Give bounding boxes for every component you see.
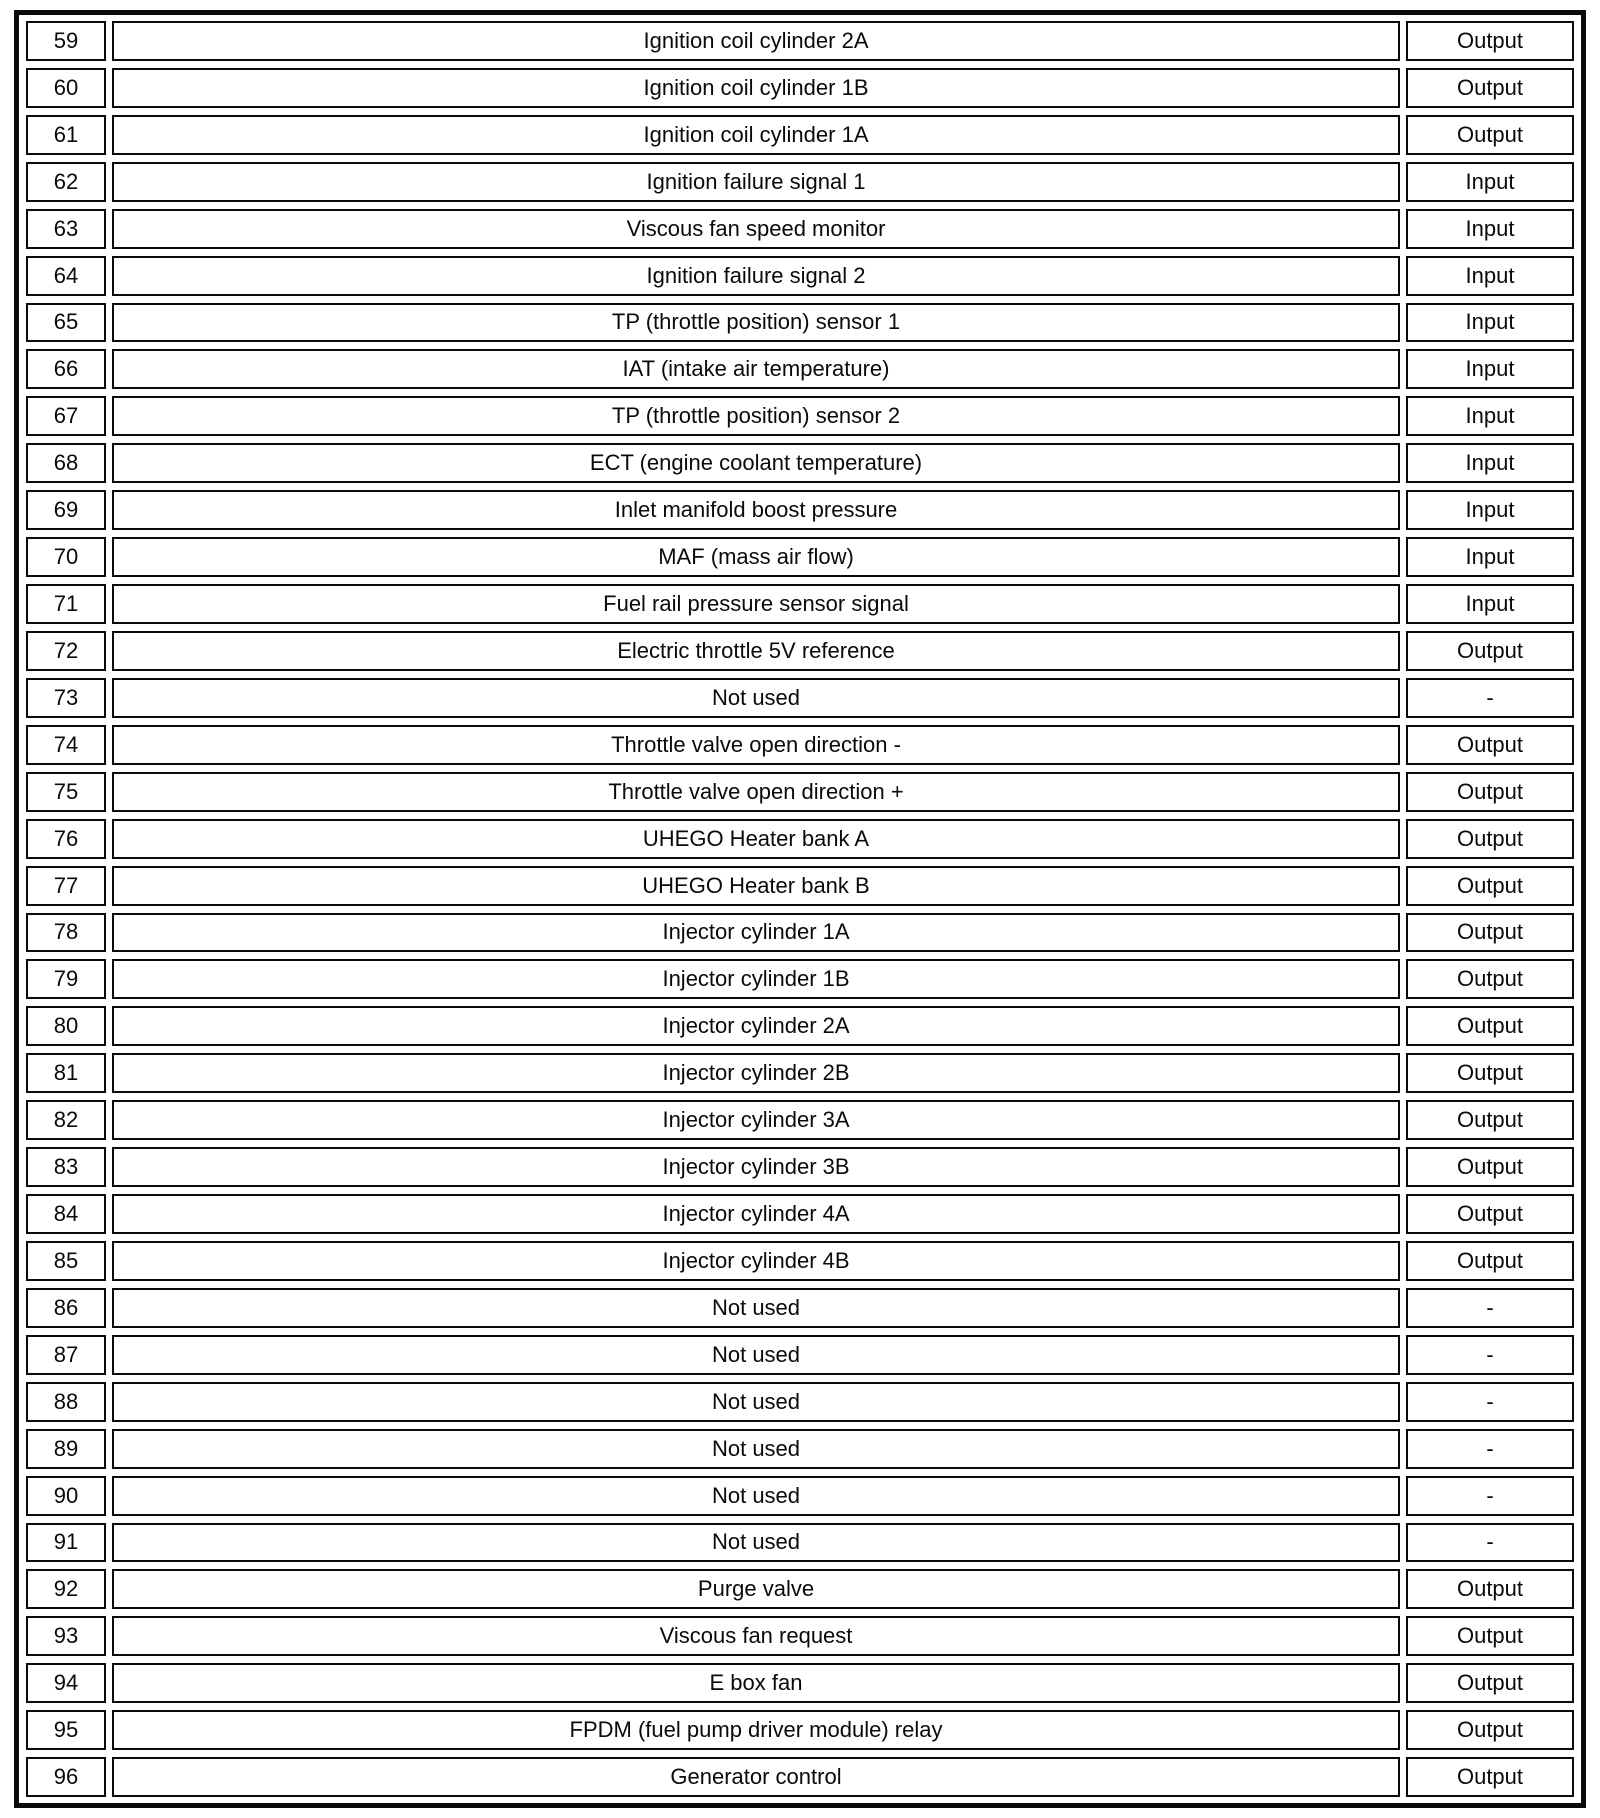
description-cell: UHEGO Heater bank A [112, 819, 1400, 859]
description-cell: Injector cylinder 3B [112, 1147, 1400, 1187]
table-row [26, 1616, 1574, 1656]
table-row [26, 21, 1574, 61]
description-cell: Not used [112, 678, 1400, 718]
table-row [26, 1194, 1574, 1234]
table-row [26, 115, 1574, 155]
table-row [26, 1335, 1574, 1375]
pin-number-cell: 80 [26, 1006, 106, 1046]
pin-number-cell: 64 [26, 256, 106, 296]
pin-number-cell: 81 [26, 1053, 106, 1093]
io-type-cell: Output [1406, 725, 1574, 765]
table-row [26, 443, 1574, 483]
description-cell: Injector cylinder 4A [112, 1194, 1400, 1234]
io-type-cell: Output [1406, 21, 1574, 61]
description-cell: Injector cylinder 1A [112, 913, 1400, 953]
description-cell: Ignition coil cylinder 1A [112, 115, 1400, 155]
table-row [26, 913, 1574, 953]
pin-number-cell: 65 [26, 303, 106, 343]
pin-number-cell: 62 [26, 162, 106, 202]
io-type-cell: Output [1406, 819, 1574, 859]
description-cell: TP (throttle position) sensor 1 [112, 303, 1400, 343]
table-row [26, 256, 1574, 296]
description-cell: Throttle valve open direction + [112, 772, 1400, 812]
description-cell: Electric throttle 5V reference [112, 631, 1400, 671]
pin-number-cell: 77 [26, 866, 106, 906]
description-cell: FPDM (fuel pump driver module) relay [112, 1710, 1400, 1750]
table-row [26, 959, 1574, 999]
description-cell: Injector cylinder 3A [112, 1100, 1400, 1140]
pin-number-cell: 89 [26, 1429, 106, 1469]
pin-number-cell: 61 [26, 115, 106, 155]
io-type-cell: Output [1406, 1616, 1574, 1656]
pin-number-cell: 63 [26, 209, 106, 249]
table-row [26, 349, 1574, 389]
io-type-cell: Output [1406, 1194, 1574, 1234]
description-cell: E box fan [112, 1663, 1400, 1703]
pin-number-cell: 95 [26, 1710, 106, 1750]
description-cell: Purge valve [112, 1569, 1400, 1609]
description-cell: Throttle valve open direction - [112, 725, 1400, 765]
pin-number-cell: 85 [26, 1241, 106, 1281]
io-type-cell: - [1406, 1335, 1574, 1375]
description-cell: Ignition failure signal 1 [112, 162, 1400, 202]
description-cell: Inlet manifold boost pressure [112, 490, 1400, 530]
pin-number-cell: 67 [26, 396, 106, 436]
table-row [26, 1757, 1574, 1797]
pin-number-cell: 86 [26, 1288, 106, 1328]
io-type-cell: Output [1406, 1569, 1574, 1609]
description-cell: Injector cylinder 2B [112, 1053, 1400, 1093]
pin-number-cell: 68 [26, 443, 106, 483]
pin-number-cell: 84 [26, 1194, 106, 1234]
pin-number-cell: 74 [26, 725, 106, 765]
io-type-cell: Input [1406, 162, 1574, 202]
table-row [26, 772, 1574, 812]
io-type-cell: Output [1406, 1053, 1574, 1093]
pin-number-cell: 59 [26, 21, 106, 61]
table-row [26, 1147, 1574, 1187]
table-row [26, 162, 1574, 202]
table-row [26, 209, 1574, 249]
table-row [26, 819, 1574, 859]
io-type-cell: Output [1406, 68, 1574, 108]
pin-assignment-table [14, 10, 1586, 1808]
table-row [26, 1663, 1574, 1703]
description-cell: Injector cylinder 4B [112, 1241, 1400, 1281]
description-cell: Injector cylinder 2A [112, 1006, 1400, 1046]
io-type-cell: - [1406, 1288, 1574, 1328]
pin-number-cell: 93 [26, 1616, 106, 1656]
pin-number-cell: 83 [26, 1147, 106, 1187]
io-type-cell: - [1406, 1429, 1574, 1469]
io-type-cell: Output [1406, 1757, 1574, 1797]
pin-number-cell: 91 [26, 1523, 106, 1563]
io-type-cell: Output [1406, 866, 1574, 906]
table-row [26, 1710, 1574, 1750]
table-row [26, 537, 1574, 577]
pin-number-cell: 82 [26, 1100, 106, 1140]
pin-number-cell: 92 [26, 1569, 106, 1609]
io-type-cell: Input [1406, 584, 1574, 624]
table-row [26, 396, 1574, 436]
table-row [26, 631, 1574, 671]
table-row [26, 1053, 1574, 1093]
description-cell: Viscous fan speed monitor [112, 209, 1400, 249]
io-type-cell: Output [1406, 1006, 1574, 1046]
description-cell: Ignition coil cylinder 2A [112, 21, 1400, 61]
pin-number-cell: 75 [26, 772, 106, 812]
description-cell: ECT (engine coolant temperature) [112, 443, 1400, 483]
table-row [26, 866, 1574, 906]
io-type-cell: Output [1406, 959, 1574, 999]
pin-number-cell: 72 [26, 631, 106, 671]
io-type-cell: Output [1406, 1147, 1574, 1187]
description-cell: Not used [112, 1335, 1400, 1375]
description-cell: Injector cylinder 1B [112, 959, 1400, 999]
table-row [26, 725, 1574, 765]
table-row [26, 490, 1574, 530]
pin-number-cell: 87 [26, 1335, 106, 1375]
table-row [26, 303, 1574, 343]
table-row [26, 1523, 1574, 1563]
table-row [26, 1569, 1574, 1609]
table-row [26, 1006, 1574, 1046]
io-type-cell: Input [1406, 303, 1574, 343]
description-cell: Not used [112, 1429, 1400, 1469]
description-cell: TP (throttle position) sensor 2 [112, 396, 1400, 436]
description-cell: UHEGO Heater bank B [112, 866, 1400, 906]
io-type-cell: Output [1406, 913, 1574, 953]
table-row [26, 678, 1574, 718]
table-row [26, 1429, 1574, 1469]
io-type-cell: Output [1406, 1241, 1574, 1281]
description-cell: Generator control [112, 1757, 1400, 1797]
io-type-cell: - [1406, 1523, 1574, 1563]
table-row [26, 1476, 1574, 1516]
pin-number-cell: 88 [26, 1382, 106, 1422]
description-cell: Not used [112, 1476, 1400, 1516]
pin-number-cell: 66 [26, 349, 106, 389]
io-type-cell: Input [1406, 396, 1574, 436]
io-type-cell: Output [1406, 1663, 1574, 1703]
io-type-cell: Output [1406, 115, 1574, 155]
pin-number-cell: 60 [26, 68, 106, 108]
pin-number-cell: 69 [26, 490, 106, 530]
io-type-cell: - [1406, 1476, 1574, 1516]
description-cell: Not used [112, 1523, 1400, 1563]
description-cell: Not used [112, 1288, 1400, 1328]
io-type-cell: - [1406, 678, 1574, 718]
description-cell: MAF (mass air flow) [112, 537, 1400, 577]
io-type-cell: Output [1406, 1100, 1574, 1140]
pin-number-cell: 71 [26, 584, 106, 624]
io-type-cell: Input [1406, 209, 1574, 249]
description-cell: Ignition failure signal 2 [112, 256, 1400, 296]
table-row [26, 1100, 1574, 1140]
io-type-cell: Input [1406, 443, 1574, 483]
io-type-cell: Input [1406, 490, 1574, 530]
io-type-cell: Output [1406, 1710, 1574, 1750]
io-type-cell: Output [1406, 631, 1574, 671]
io-type-cell: Input [1406, 349, 1574, 389]
table-row [26, 584, 1574, 624]
pin-number-cell: 96 [26, 1757, 106, 1797]
description-cell: Fuel rail pressure sensor signal [112, 584, 1400, 624]
io-type-cell: Input [1406, 537, 1574, 577]
pin-number-cell: 78 [26, 913, 106, 953]
description-cell: Not used [112, 1382, 1400, 1422]
description-cell: IAT (intake air temperature) [112, 349, 1400, 389]
table-row [26, 1382, 1574, 1422]
io-type-cell: - [1406, 1382, 1574, 1422]
pin-number-cell: 94 [26, 1663, 106, 1703]
pin-number-cell: 90 [26, 1476, 106, 1516]
description-cell: Viscous fan request [112, 1616, 1400, 1656]
io-type-cell: Output [1406, 772, 1574, 812]
table-row [26, 1241, 1574, 1281]
pin-number-cell: 79 [26, 959, 106, 999]
description-cell: Ignition coil cylinder 1B [112, 68, 1400, 108]
pin-number-cell: 73 [26, 678, 106, 718]
pin-number-cell: 76 [26, 819, 106, 859]
io-type-cell: Input [1406, 256, 1574, 296]
pin-number-cell: 70 [26, 537, 106, 577]
table-row [26, 68, 1574, 108]
table-row [26, 1288, 1574, 1328]
